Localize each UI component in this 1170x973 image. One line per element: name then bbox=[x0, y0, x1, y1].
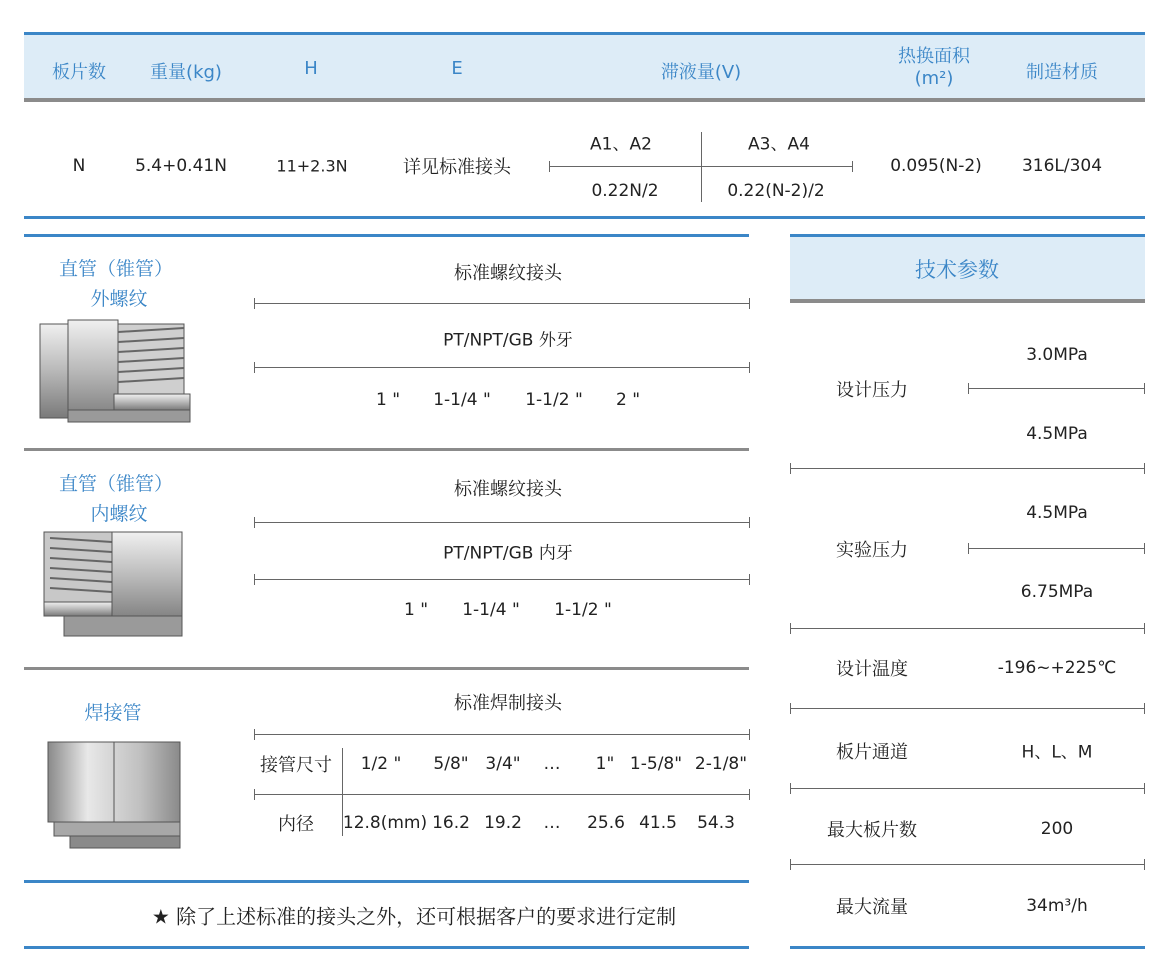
tech-row-divider-5-tick-left bbox=[790, 859, 791, 870]
connector-3-tick-a-right bbox=[749, 729, 750, 740]
design-pressure-label: 设计压力 bbox=[836, 380, 908, 401]
holdup-tick-left bbox=[549, 161, 550, 172]
design-pressure-tick-right bbox=[1144, 383, 1145, 394]
welded-diameter-2: 16.2 bbox=[432, 813, 470, 833]
tech-row-divider-3-tick-left bbox=[790, 703, 791, 714]
welded-fitting-image bbox=[44, 740, 184, 852]
connector-1-divider-a bbox=[254, 303, 750, 304]
connector-3-tick-b-left bbox=[254, 789, 255, 800]
tech-row-divider-1-tick-right bbox=[1144, 463, 1145, 474]
connector-2-tick-b-left bbox=[254, 574, 255, 585]
connector-1-title-line2: 外螺纹 bbox=[90, 288, 148, 310]
connector-2-type: 标准螺纹接头 bbox=[454, 479, 562, 500]
test-pressure-value-1: 4.5MPa bbox=[1026, 503, 1088, 523]
holdup-a34-value: 0.22(N-2)/2 bbox=[727, 181, 825, 201]
tech-row-divider-1-tick-left bbox=[790, 463, 791, 474]
welded-diameter-7: 54.3 bbox=[697, 813, 735, 833]
tech-row-divider-2-tick-left bbox=[790, 623, 791, 634]
max-flow-value: 34m³/h bbox=[1026, 896, 1088, 916]
connector-1-size-2: 1-1/4 " bbox=[433, 390, 491, 410]
tech-row-divider-4-tick-right bbox=[1144, 783, 1145, 794]
connector-2-thread: PT/NPT/GB 内牙 bbox=[443, 543, 573, 564]
tech-params-bottom-border bbox=[790, 946, 1145, 949]
connector-3-divider-b bbox=[254, 794, 750, 795]
welded-diameter-6: 41.5 bbox=[639, 813, 677, 833]
design-pressure-tick-left bbox=[968, 383, 969, 394]
external-thread-fitting-image bbox=[38, 318, 194, 428]
welded-size-3: 3/4" bbox=[485, 754, 521, 774]
connector-2-divider-b bbox=[254, 579, 750, 580]
welded-diameter-label: 内径 bbox=[278, 814, 314, 835]
welded-diameter-4: … bbox=[543, 813, 561, 833]
table-header-divider bbox=[24, 98, 1145, 102]
connector-2-title-line1: 直管（锥管） bbox=[58, 473, 174, 495]
welded-diameter-3: 19.2 bbox=[484, 813, 522, 833]
connector-3-title: 焊接管 bbox=[84, 702, 142, 724]
holdup-divider-v bbox=[701, 132, 702, 202]
header-weight: 重量(kg) bbox=[150, 62, 222, 83]
welded-size-label: 接管尺寸 bbox=[260, 755, 332, 776]
cell-area: 0.095(N-2) bbox=[890, 156, 982, 176]
connectors-top-border bbox=[24, 234, 749, 237]
header-holdup: 滞液量(V) bbox=[660, 62, 742, 83]
tech-row-divider-4-tick-left bbox=[790, 783, 791, 794]
connector-separator-1 bbox=[24, 448, 749, 451]
channel-value: H、L、M bbox=[1021, 742, 1093, 763]
connector-1-size-3: 1-1/2 " bbox=[525, 390, 583, 410]
connector-2-tick-b-right bbox=[749, 574, 750, 585]
design-temp-value: -196~+225℃ bbox=[997, 658, 1117, 678]
header-area-line2: (m²) bbox=[914, 68, 954, 89]
connector-1-size-4: 2 " bbox=[615, 390, 641, 410]
connector-1-thread: PT/NPT/GB 外牙 bbox=[443, 330, 573, 351]
connector-1-tick-a-left bbox=[254, 298, 255, 309]
tech-row-divider-5 bbox=[790, 864, 1145, 865]
connector-1-tick-b-right bbox=[749, 362, 750, 373]
header-area-line1: 热换面积 bbox=[898, 46, 970, 67]
tech-row-divider-2-tick-right bbox=[1144, 623, 1145, 634]
connector-2-divider-a bbox=[254, 522, 750, 523]
cell-material: 316L/304 bbox=[1021, 156, 1103, 176]
cell-e: 详见标准接头 bbox=[403, 157, 511, 178]
tech-params-header-divider bbox=[790, 299, 1145, 303]
internal-thread-fitting-image bbox=[40, 530, 186, 640]
footnote-bottom-border bbox=[24, 946, 749, 949]
welded-size-6: 1-5/8" bbox=[629, 754, 683, 774]
header-h: H bbox=[304, 58, 318, 79]
connector-1-type: 标准螺纹接头 bbox=[454, 263, 562, 284]
connector-2-tick-a-right bbox=[749, 517, 750, 528]
test-pressure-tick-left bbox=[968, 543, 969, 554]
holdup-tick-right bbox=[852, 161, 853, 172]
welded-size-1: 1/2 " bbox=[360, 754, 402, 774]
welded-diameter-5: 25.6 bbox=[587, 813, 625, 833]
header-material: 制造材质 bbox=[1026, 62, 1098, 83]
tech-row-divider-1 bbox=[790, 468, 1145, 469]
cell-weight: 5.4+0.41N bbox=[135, 156, 227, 176]
table-bottom-border bbox=[24, 216, 1145, 219]
footnote-top-border bbox=[24, 880, 749, 883]
design-temp-label: 设计温度 bbox=[836, 659, 908, 680]
tech-row-divider-4 bbox=[790, 788, 1145, 789]
tech-row-divider-2 bbox=[790, 628, 1145, 629]
test-pressure-label: 实验压力 bbox=[836, 540, 908, 561]
connector-1-divider-b bbox=[254, 367, 750, 368]
welded-size-5: 1" bbox=[595, 754, 615, 774]
connector-separator-2 bbox=[24, 667, 749, 670]
holdup-a34-label: A3、A4 bbox=[748, 134, 810, 155]
max-flow-label: 最大流量 bbox=[836, 897, 908, 918]
design-pressure-value-1: 3.0MPa bbox=[1026, 345, 1088, 365]
holdup-a12-label: A1、A2 bbox=[590, 134, 652, 155]
connector-1-size-1: 1 " bbox=[375, 390, 401, 410]
connector-3-type: 标准焊制接头 bbox=[454, 693, 562, 714]
header-e: E bbox=[451, 58, 463, 79]
connector-3-tick-b-right bbox=[749, 789, 750, 800]
connector-2-size-1: 1 " bbox=[403, 600, 429, 620]
test-pressure-tick-right bbox=[1144, 543, 1145, 554]
welded-size-4: … bbox=[543, 754, 561, 774]
channel-label: 板片通道 bbox=[836, 742, 908, 763]
max-plates-label: 最大板片数 bbox=[827, 820, 917, 841]
connector-2-title-line2: 内螺纹 bbox=[90, 503, 148, 525]
max-plates-value: 200 bbox=[1040, 819, 1074, 839]
header-plates: 板片数 bbox=[52, 62, 106, 83]
design-pressure-divider bbox=[968, 388, 1145, 389]
welded-size-2: 5/8" bbox=[433, 754, 469, 774]
connector-3-tick-a-left bbox=[254, 729, 255, 740]
connector-1-tick-a-right bbox=[749, 298, 750, 309]
cell-plates: N bbox=[72, 156, 86, 176]
connector-2-size-3: 1-1/2 " bbox=[554, 600, 612, 620]
test-pressure-value-2: 6.75MPa bbox=[1020, 582, 1094, 602]
design-pressure-value-2: 4.5MPa bbox=[1026, 424, 1088, 444]
connector-3-divider-a bbox=[254, 734, 750, 735]
cell-h: 11+2.3N bbox=[276, 156, 348, 176]
tech-row-divider-5-tick-right bbox=[1144, 859, 1145, 870]
footnote-text: ★ 除了上述标准的接头之外，还可根据客户的要求进行定制 bbox=[151, 904, 677, 929]
connector-1-tick-b-left bbox=[254, 362, 255, 373]
connector-1-title-line1: 直管（锥管） bbox=[58, 258, 174, 280]
tech-params-title: 技术参数 bbox=[915, 258, 999, 282]
tech-row-divider-3-tick-right bbox=[1144, 703, 1145, 714]
holdup-a12-value: 0.22N/2 bbox=[591, 181, 659, 201]
tech-row-divider-3 bbox=[790, 708, 1145, 709]
connector-2-size-2: 1-1/4 " bbox=[462, 600, 520, 620]
test-pressure-divider bbox=[968, 548, 1145, 549]
welded-diameter-1: 12.8(mm) bbox=[342, 813, 428, 833]
connector-2-tick-a-left bbox=[254, 517, 255, 528]
welded-size-7: 2-1/8" bbox=[694, 754, 748, 774]
